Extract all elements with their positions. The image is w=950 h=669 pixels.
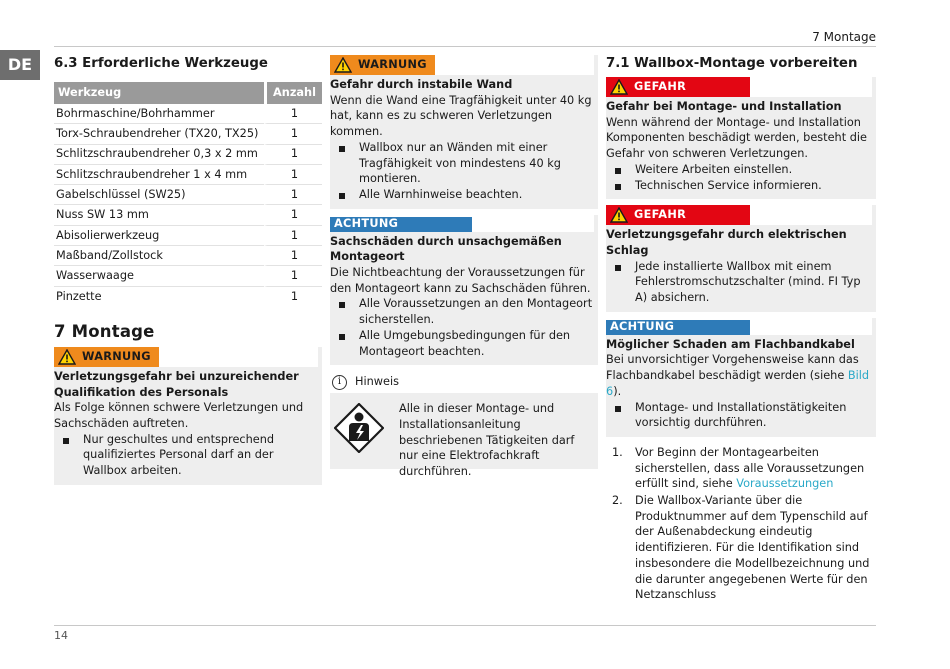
figure-link[interactable]: Bild 6 [606,369,870,398]
list-item: Alle Voraussetzungen an den Montageort sicherstellen. [330,296,594,327]
footer-divider [54,625,876,626]
warning-title: Verletzungsgefahr bei unzureichender Qualifikation des Personals [54,369,299,399]
list-item: Wallbox nur an Wänden mit einer Tragfähigkeit von mindestens 40 kg montieren. [330,140,594,187]
notice-bullets [606,400,872,431]
list-item: Alle Warnhinweise beachten. [330,187,594,203]
list-item: Jede installierte Wallbox mit einem Fehlerstromschutzschalter (mind. FI Typ A) absichern. [606,259,872,306]
list-item: 2. Die Wallbox-Variante über die Produktnummer auf dem Typenschild auf der Außenabdeckung eindeutig identifizieren. Für die Identifikation sind insbesondere die Modellbezeichnung und die darunter angegebenen Werte für den Netzanschluss [612,494,870,602]
warning-title: Gefahr durch instabile Wand [330,78,513,91]
notice-text: Bei unvorsichtiger Vorgehensweise kann das Flachbandkabel beschädigt werden (siehe Bild 6). [606,353,870,398]
hint-text: Alle in dieser Montage- und Installationsanleitung beschriebenen Tätigkeiten darf nur eine Elektrofachkraft durchführen. [399,402,575,479]
steps-list [606,445,876,603]
amount-cell: 1 [264,185,322,205]
column-header-tool: Werkzeug [54,82,264,104]
notice-title: Sachschäden durch unsachgemäßen Montageort [330,234,562,264]
tool-cell: Nuss SW 13 mm [54,205,264,225]
amount-cell: 1 [264,124,322,144]
section-heading-prepare: 7.1 Wallbox-Montage vorbereiten [606,56,858,71]
table-row [54,104,322,124]
notice-box-location [330,215,598,366]
list-item: 1. Vor Beginn der Montagearbeiten sicherstellen, dass alle Voraussetzungen erfüllt sind, siehe Voraussetzungen [612,445,865,491]
column-middle [330,55,598,479]
amount-cell: 1 [264,287,322,307]
amount-cell: 1 [264,266,322,286]
table-row [54,145,322,165]
tool-cell: Wasserwaage [54,266,264,286]
notice-text: Die Nichtbeachtung der Voraussetzungen für den Montageort kann zu Sachschäden führen. [330,266,591,295]
table-row [54,266,322,286]
signal-word-warning: WARNUNG [330,55,435,75]
tool-cell: Schlitzschraubendreher 0,3 x 2 mm [54,145,264,165]
info-icon: i [332,375,347,390]
language-tab: DE [0,50,40,80]
signal-word-warning: WARNUNG [54,347,159,367]
warning-text: Als Folge können schwere Verletzungen und Sachschäden auftreten. [54,401,304,431]
danger-bullets [606,259,872,306]
danger-bullets [606,162,872,193]
warning-box-qualification [54,347,322,485]
header-divider [54,46,876,47]
danger-box-installation [606,77,876,199]
signal-word-danger: GEFAHR [606,205,750,225]
amount-cell: 1 [264,165,322,185]
warning-triangle-icon [610,207,628,223]
table-row [54,246,322,266]
tool-cell: Schlitzschraubendreher 1 x 4 mm [54,165,264,185]
tool-cell: Pinzette [56,289,102,303]
warning-triangle-icon [58,349,76,365]
warning-triangle-icon [334,57,352,73]
table-row [54,165,322,185]
table-row [54,124,322,144]
tools-table [54,82,322,307]
warning-text: Wenn die Wand eine Tragfähigkeit unter 40 kg hat, kann es zu schweren Verletzungen kommen. [330,93,592,139]
table-row [54,185,322,205]
amount-cell: 1 [264,145,322,165]
tool-cell: Torx-Schraubendreher (TX20, TX25) [54,124,264,144]
running-header: 7 Montage [812,30,876,44]
notice-box-ribbon-cable [606,318,876,437]
table-row [54,287,322,307]
warning-bullets [54,432,318,479]
requirements-link[interactable]: Voraussetzungen [736,477,834,491]
danger-title: Gefahr bei Montage- und Installation [606,100,842,113]
amount-cell: 1 [264,246,322,266]
hint-box [330,371,598,479]
warning-bullets [330,140,594,203]
warning-triangle-icon [610,79,628,95]
signal-word-notice: ACHTUNG [330,217,472,232]
notice-bullets [330,296,594,359]
section-heading-tools: 6.3 Erforderliche Werkzeuge [54,56,268,71]
tool-cell: Gabelschlüssel (SW25) [54,185,264,205]
table-header-row [54,82,322,104]
table-row [54,226,322,246]
list-item: Alle Umgebungsbedingungen für den Montageort beachten. [330,328,594,359]
amount-cell: 1 [264,205,322,225]
tool-cell: Bohrmaschine/Bohrhammer [54,104,264,124]
tool-cell: Abisolierwerkzeug [54,226,264,246]
column-left [54,55,322,485]
list-item: Weitere Arbeiten einstellen. [606,162,872,178]
chapter-heading-montage: 7 Montage [54,321,155,341]
tool-cell: Maßband/Zollstock [54,246,264,266]
danger-box-electric [606,205,876,312]
list-item: Nur geschultes und entsprechend qualifiziertes Personal darf an der Wallbox arbeiten. [54,432,318,479]
danger-text: Wenn während der Montage- und Installation Komponenten beschädigt werden, besteht die Gefahr von schweren Verletzungen. [606,115,867,161]
column-header-amount: Anzahl [264,82,322,104]
list-item: Montage- und Installationstätigkeiten vorsichtig durchführen. [606,400,872,431]
warning-box-wall [330,55,598,209]
list-item: Technischen Service informieren. [606,178,872,194]
table-row [54,205,322,225]
amount-cell: 1 [264,104,322,124]
electrician-icon [334,403,384,453]
amount-cell: 1 [264,226,322,246]
signal-word-danger: GEFAHR [606,77,750,97]
column-right [606,55,876,604]
danger-title: Verletzungsgefahr durch elektrischen Schlag [606,228,847,257]
hint-label: Hinweis [355,375,400,389]
page-number: 14 [54,629,68,642]
signal-word-notice: ACHTUNG [606,320,750,335]
notice-title: Möglicher Schaden am Flachbandkabel [606,337,855,351]
